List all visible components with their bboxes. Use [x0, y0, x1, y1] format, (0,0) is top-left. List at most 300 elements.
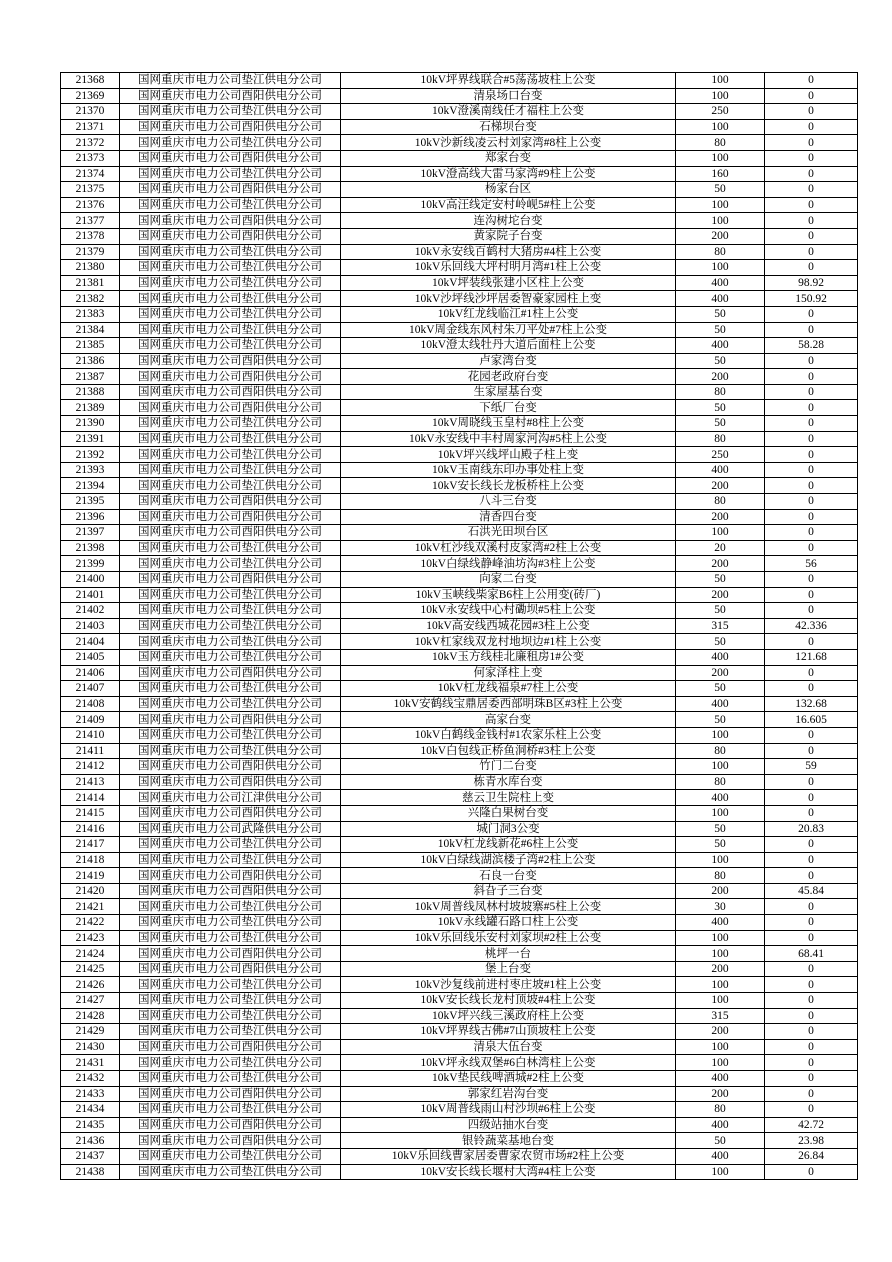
row-id: 21409 [61, 712, 120, 728]
row-org: 国网重庆市电力公司垫江供电分公司 [120, 244, 341, 260]
row-name: 10kV坪装线张建小区柱上公变 [341, 275, 676, 291]
row-org: 国网重庆市电力公司垫江供电分公司 [120, 743, 341, 759]
row-org: 国网重庆市电力公司酉阳供电分公司 [120, 805, 341, 821]
table-row [61, 759, 858, 775]
row-id: 21422 [61, 915, 120, 931]
row-id: 21396 [61, 509, 120, 525]
table-row [61, 462, 858, 478]
row-capacity: 80 [676, 431, 765, 447]
row-name: 连沟树坨台变 [341, 213, 676, 229]
row-name: 花园老政府台变 [341, 369, 676, 385]
row-value: 0 [765, 977, 858, 993]
row-value: 0 [765, 790, 858, 806]
row-name: 10kV周普线雨山村沙坝#6柱上公变 [341, 1102, 676, 1118]
row-capacity: 250 [676, 447, 765, 463]
table-row [61, 1102, 858, 1118]
row-org: 国网重庆市电力公司垫江供电分公司 [120, 478, 341, 494]
row-capacity: 100 [676, 260, 765, 276]
row-name: 堡上台变 [341, 961, 676, 977]
row-name: 黄家院子台变 [341, 228, 676, 244]
table-row [61, 213, 858, 229]
table-row [61, 603, 858, 619]
row-value: 0 [765, 727, 858, 743]
row-id: 21432 [61, 1071, 120, 1087]
row-capacity: 100 [676, 88, 765, 104]
row-id: 21427 [61, 993, 120, 1009]
row-name: 四级站抽水台变 [341, 1117, 676, 1133]
row-capacity: 200 [676, 478, 765, 494]
row-capacity: 400 [676, 1148, 765, 1164]
row-org: 国网重庆市电力公司垫江供电分公司 [120, 727, 341, 743]
row-name: 10kV白鹤线金钱村#1农家乐柱上公变 [341, 727, 676, 743]
row-value: 0 [765, 961, 858, 977]
row-org: 国网重庆市电力公司垫江供电分公司 [120, 1148, 341, 1164]
row-name: 10kV永安线中心村磡坝#5柱上公变 [341, 603, 676, 619]
table-row [61, 244, 858, 260]
row-capacity: 315 [676, 618, 765, 634]
row-org: 国网重庆市电力公司垫江供电分公司 [120, 649, 341, 665]
row-org: 国网重庆市电力公司垫江供电分公司 [120, 1071, 341, 1087]
row-capacity: 160 [676, 166, 765, 182]
table-row [61, 135, 858, 151]
row-org: 国网重庆市电力公司酉阳供电分公司 [120, 228, 341, 244]
row-value: 0 [765, 774, 858, 790]
table-row [61, 852, 858, 868]
row-capacity: 50 [676, 400, 765, 416]
row-value: 0 [765, 416, 858, 432]
table-row [61, 790, 858, 806]
row-capacity: 100 [676, 805, 765, 821]
row-id: 21390 [61, 416, 120, 432]
row-value: 56 [765, 556, 858, 572]
table-row [61, 1086, 858, 1102]
row-id: 21397 [61, 525, 120, 541]
row-id: 21378 [61, 228, 120, 244]
table-row [61, 478, 858, 494]
table-row [61, 1039, 858, 1055]
table-row [61, 649, 858, 665]
row-org: 国网重庆市电力公司酉阳供电分公司 [120, 384, 341, 400]
row-name: 10kV沙坪线沙坪居委智豪家园柱上变 [341, 291, 676, 307]
row-value: 0 [765, 915, 858, 931]
table-row [61, 587, 858, 603]
row-name: 城门洞3公变 [341, 821, 676, 837]
row-name: 石梯坝台变 [341, 119, 676, 135]
row-value: 0 [765, 1086, 858, 1102]
row-value: 0 [765, 400, 858, 416]
row-id: 21372 [61, 135, 120, 151]
row-id: 21434 [61, 1102, 120, 1118]
row-org: 国网重庆市电力公司酉阳供电分公司 [120, 119, 341, 135]
row-org: 国网重庆市电力公司酉阳供电分公司 [120, 961, 341, 977]
table-row [61, 572, 858, 588]
table-row [61, 119, 858, 135]
row-org: 国网重庆市电力公司垫江供电分公司 [120, 166, 341, 182]
row-value: 0 [765, 540, 858, 556]
row-org: 国网重庆市电力公司酉阳供电分公司 [120, 774, 341, 790]
row-capacity: 400 [676, 915, 765, 931]
row-name: 10kV玉方线桂北廉租房1#公变 [341, 649, 676, 665]
row-org: 国网重庆市电力公司酉阳供电分公司 [120, 665, 341, 681]
row-id: 21420 [61, 883, 120, 899]
row-id: 21377 [61, 213, 120, 229]
row-value: 26.84 [765, 1148, 858, 1164]
row-name: 10kV沙复线前进村枣庄坡#1柱上公变 [341, 977, 676, 993]
table-row [61, 369, 858, 385]
row-org: 国网重庆市电力公司垫江供电分公司 [120, 837, 341, 853]
row-value: 0 [765, 353, 858, 369]
row-name: 清泉场口台变 [341, 88, 676, 104]
row-id: 21382 [61, 291, 120, 307]
row-name: 卢家湾台变 [341, 353, 676, 369]
row-value: 0 [765, 260, 858, 276]
row-name: 10kV玉峡线柴家B6柱上公用变(砖厂) [341, 587, 676, 603]
row-name: 10kV周金线东风村朱刀平处#7柱上公变 [341, 322, 676, 338]
row-capacity: 100 [676, 946, 765, 962]
table-row [61, 1148, 858, 1164]
row-capacity: 400 [676, 462, 765, 478]
table-row [61, 228, 858, 244]
row-capacity: 100 [676, 930, 765, 946]
row-value: 0 [765, 213, 858, 229]
table-row [61, 665, 858, 681]
row-capacity: 400 [676, 1071, 765, 1087]
table-row [61, 384, 858, 400]
row-id: 21388 [61, 384, 120, 400]
row-capacity: 80 [676, 384, 765, 400]
row-org: 国网重庆市电力公司垫江供电分公司 [120, 322, 341, 338]
row-name: 10kV坪永线双堡#6白林湾柱上公变 [341, 1055, 676, 1071]
row-org: 国网重庆市电力公司酉阳供电分公司 [120, 1117, 341, 1133]
row-org: 国网重庆市电力公司酉阳供电分公司 [120, 213, 341, 229]
row-capacity: 400 [676, 790, 765, 806]
row-value: 68.41 [765, 946, 858, 962]
table-row [61, 494, 858, 510]
row-name: 10kV杠家线双龙村地坝边#1柱上公变 [341, 634, 676, 650]
row-org: 国网重庆市电力公司垫江供电分公司 [120, 260, 341, 276]
row-name: 10kV永安线百鹤村大猪房#4柱上公变 [341, 244, 676, 260]
row-id: 21369 [61, 88, 120, 104]
row-org: 国网重庆市电力公司垫江供电分公司 [120, 431, 341, 447]
row-name: 10kV周晓线玉皇村#8柱上公变 [341, 416, 676, 432]
row-name: 10kV白包线正桥鱼洞桥#3柱上公变 [341, 743, 676, 759]
row-id: 21429 [61, 1024, 120, 1040]
row-value: 0 [765, 852, 858, 868]
row-name: 竹门二台变 [341, 759, 676, 775]
row-id: 21383 [61, 306, 120, 322]
row-name: 10kV永线罐石路口柱上公变 [341, 915, 676, 931]
row-org: 国网重庆市电力公司酉阳供电分公司 [120, 868, 341, 884]
row-value: 0 [765, 1055, 858, 1071]
table-row [61, 712, 858, 728]
row-name: 何家泽柱上变 [341, 665, 676, 681]
table-row [61, 743, 858, 759]
row-value: 0 [765, 587, 858, 603]
row-id: 21398 [61, 540, 120, 556]
row-id: 21374 [61, 166, 120, 182]
row-value: 0 [765, 681, 858, 697]
table-row [61, 353, 858, 369]
table-row [61, 930, 858, 946]
row-name: 10kV乐回线乐安村刘家坝#2柱上公变 [341, 930, 676, 946]
row-value: 0 [765, 135, 858, 151]
row-org: 国网重庆市电力公司酉阳供电分公司 [120, 509, 341, 525]
row-capacity: 50 [676, 322, 765, 338]
table-row [61, 837, 858, 853]
row-org: 国网重庆市电力公司垫江供电分公司 [120, 977, 341, 993]
table-row [61, 1024, 858, 1040]
row-org: 国网重庆市电力公司垫江供电分公司 [120, 556, 341, 572]
row-id: 21404 [61, 634, 120, 650]
row-name: 石洪光田坝台区 [341, 525, 676, 541]
row-org: 国网重庆市电力公司武隆供电分公司 [120, 821, 341, 837]
row-capacity: 100 [676, 73, 765, 89]
table-row [61, 197, 858, 213]
row-org: 国网重庆市电力公司酉阳供电分公司 [120, 883, 341, 899]
row-name: 10kV安长线长堰村大湾#4柱上公变 [341, 1164, 676, 1180]
table-row [61, 774, 858, 790]
row-id: 21380 [61, 260, 120, 276]
row-id: 21417 [61, 837, 120, 853]
row-capacity: 50 [676, 837, 765, 853]
row-capacity: 100 [676, 1055, 765, 1071]
table-row [61, 696, 858, 712]
row-value: 0 [765, 228, 858, 244]
row-value: 0 [765, 478, 858, 494]
table-row [61, 961, 858, 977]
row-name: 10kV坪兴线三溪政府柱上公变 [341, 1008, 676, 1024]
row-name: 10kV澄太线牡丹大道后面柱上公变 [341, 338, 676, 354]
row-id: 21436 [61, 1133, 120, 1149]
row-id: 21401 [61, 587, 120, 603]
row-capacity: 30 [676, 899, 765, 915]
row-capacity: 80 [676, 1102, 765, 1118]
row-id: 21412 [61, 759, 120, 775]
row-id: 21405 [61, 649, 120, 665]
table-row [61, 291, 858, 307]
row-value: 0 [765, 572, 858, 588]
table-row [61, 977, 858, 993]
row-capacity: 50 [676, 306, 765, 322]
row-org: 国网重庆市电力公司酉阳供电分公司 [120, 1039, 341, 1055]
row-org: 国网重庆市电力公司垫江供电分公司 [120, 899, 341, 915]
row-name: 桃坪一台 [341, 946, 676, 962]
row-value: 0 [765, 509, 858, 525]
row-capacity: 100 [676, 213, 765, 229]
row-value: 0 [765, 431, 858, 447]
row-org: 国网重庆市电力公司垫江供电分公司 [120, 634, 341, 650]
row-name: 10kV安长线长龙村顶坡#4柱上公变 [341, 993, 676, 1009]
row-id: 21419 [61, 868, 120, 884]
row-capacity: 50 [676, 572, 765, 588]
table-row [61, 805, 858, 821]
table-row [61, 681, 858, 697]
row-id: 21373 [61, 150, 120, 166]
row-org: 国网重庆市电力公司江津供电分公司 [120, 790, 341, 806]
row-name: 10kV坪兴线坪山殿子柱上变 [341, 447, 676, 463]
row-org: 国网重庆市电力公司酉阳供电分公司 [120, 369, 341, 385]
table-row [61, 1164, 858, 1180]
row-id: 21437 [61, 1148, 120, 1164]
row-org: 国网重庆市电力公司垫江供电分公司 [120, 306, 341, 322]
row-capacity: 100 [676, 852, 765, 868]
row-value: 0 [765, 868, 858, 884]
row-org: 国网重庆市电力公司垫江供电分公司 [120, 618, 341, 634]
table-row [61, 166, 858, 182]
row-name: 清泉大伍台变 [341, 1039, 676, 1055]
row-name: 10kV坪界线古佛#7山顶坡柱上公变 [341, 1024, 676, 1040]
row-id: 21384 [61, 322, 120, 338]
row-org: 国网重庆市电力公司垫江供电分公司 [120, 73, 341, 89]
row-capacity: 250 [676, 104, 765, 120]
table-row [61, 400, 858, 416]
table-row [61, 1133, 858, 1149]
table-row [61, 727, 858, 743]
row-capacity: 315 [676, 1008, 765, 1024]
table-row [61, 509, 858, 525]
row-id: 21426 [61, 977, 120, 993]
row-capacity: 100 [676, 1039, 765, 1055]
row-org: 国网重庆市电力公司垫江供电分公司 [120, 135, 341, 151]
row-org: 国网重庆市电力公司垫江供电分公司 [120, 1164, 341, 1180]
table-row [61, 618, 858, 634]
row-name: 10kV玉南线东印办事处柱上变 [341, 462, 676, 478]
row-id: 21391 [61, 431, 120, 447]
row-org: 国网重庆市电力公司垫江供电分公司 [120, 1008, 341, 1024]
row-name: 清香四台变 [341, 509, 676, 525]
row-value: 0 [765, 104, 858, 120]
row-id: 21411 [61, 743, 120, 759]
row-id: 21399 [61, 556, 120, 572]
row-name: 郑家台变 [341, 150, 676, 166]
row-name: 10kV高安线西城花园#3柱上公变 [341, 618, 676, 634]
row-id: 21385 [61, 338, 120, 354]
table-row [61, 540, 858, 556]
row-org: 国网重庆市电力公司垫江供电分公司 [120, 275, 341, 291]
row-org: 国网重庆市电力公司酉阳供电分公司 [120, 400, 341, 416]
row-id: 21438 [61, 1164, 120, 1180]
table-row [61, 260, 858, 276]
row-id: 21407 [61, 681, 120, 697]
row-name: 10kV安鹤线宝鼎居委西部明珠B区#3柱上公变 [341, 696, 676, 712]
row-name: 10kV垫民线啤酒城#2柱上公变 [341, 1071, 676, 1087]
row-id: 21410 [61, 727, 120, 743]
row-value: 16.605 [765, 712, 858, 728]
row-capacity: 100 [676, 977, 765, 993]
row-org: 国网重庆市电力公司垫江供电分公司 [120, 603, 341, 619]
table-body [61, 73, 858, 1180]
row-name: 向家二台变 [341, 572, 676, 588]
row-capacity: 200 [676, 369, 765, 385]
row-value: 0 [765, 197, 858, 213]
row-id: 21392 [61, 447, 120, 463]
row-capacity: 400 [676, 338, 765, 354]
row-id: 21379 [61, 244, 120, 260]
row-value: 0 [765, 182, 858, 198]
table-row [61, 104, 858, 120]
row-value: 42.336 [765, 618, 858, 634]
row-id: 21386 [61, 353, 120, 369]
row-capacity: 200 [676, 228, 765, 244]
row-id: 21433 [61, 1086, 120, 1102]
row-name: 10kV杠沙线双溪村皮家湾#2柱上公变 [341, 540, 676, 556]
row-org: 国网重庆市电力公司垫江供电分公司 [120, 104, 341, 120]
row-id: 21423 [61, 930, 120, 946]
row-capacity: 400 [676, 291, 765, 307]
row-id: 21381 [61, 275, 120, 291]
row-value: 0 [765, 384, 858, 400]
row-org: 国网重庆市电力公司垫江供电分公司 [120, 291, 341, 307]
row-capacity: 400 [676, 275, 765, 291]
row-value: 58.28 [765, 338, 858, 354]
row-value: 0 [765, 743, 858, 759]
row-capacity: 50 [676, 1133, 765, 1149]
row-capacity: 100 [676, 197, 765, 213]
row-capacity: 50 [676, 353, 765, 369]
row-capacity: 50 [676, 634, 765, 650]
row-value: 0 [765, 1039, 858, 1055]
row-name: 10kV杠龙线福泉#7柱上公变 [341, 681, 676, 697]
row-name: 10kV乐回线曹家居委曹家农贸市场#2柱上公变 [341, 1148, 676, 1164]
table-row [61, 1008, 858, 1024]
row-capacity: 200 [676, 587, 765, 603]
row-value: 0 [765, 150, 858, 166]
row-id: 21408 [61, 696, 120, 712]
row-id: 21368 [61, 73, 120, 89]
row-id: 21395 [61, 494, 120, 510]
row-org: 国网重庆市电力公司垫江供电分公司 [120, 540, 341, 556]
row-capacity: 200 [676, 556, 765, 572]
row-id: 21413 [61, 774, 120, 790]
row-capacity: 100 [676, 759, 765, 775]
row-name: 10kV沙新线凌云村刘家湾#8柱上公变 [341, 135, 676, 151]
row-value: 0 [765, 244, 858, 260]
row-org: 国网重庆市电力公司垫江供电分公司 [120, 993, 341, 1009]
row-id: 21418 [61, 852, 120, 868]
row-id: 21424 [61, 946, 120, 962]
row-name: 10kV澄高线大雷马家湾#9柱上公变 [341, 166, 676, 182]
table-row [61, 868, 858, 884]
row-id: 21435 [61, 1117, 120, 1133]
row-id: 21371 [61, 119, 120, 135]
row-org: 国网重庆市电力公司酉阳供电分公司 [120, 946, 341, 962]
row-org: 国网重庆市电力公司垫江供电分公司 [120, 197, 341, 213]
row-value: 20.83 [765, 821, 858, 837]
row-value: 0 [765, 1102, 858, 1118]
row-org: 国网重庆市电力公司垫江供电分公司 [120, 338, 341, 354]
row-capacity: 80 [676, 743, 765, 759]
table-row [61, 88, 858, 104]
row-org: 国网重庆市电力公司垫江供电分公司 [120, 416, 341, 432]
table-row [61, 431, 858, 447]
row-value: 0 [765, 993, 858, 1009]
row-name: 10kV永安线中丰村周家河沟#5柱上公变 [341, 431, 676, 447]
row-id: 21403 [61, 618, 120, 634]
row-value: 0 [765, 665, 858, 681]
row-name: 10kV白绿线湖滨楼子湾#2柱上公变 [341, 852, 676, 868]
row-id: 21394 [61, 478, 120, 494]
row-org: 国网重庆市电力公司酉阳供电分公司 [120, 759, 341, 775]
row-capacity: 100 [676, 150, 765, 166]
row-org: 国网重庆市电力公司垫江供电分公司 [120, 696, 341, 712]
row-capacity: 100 [676, 1164, 765, 1180]
row-org: 国网重庆市电力公司垫江供电分公司 [120, 681, 341, 697]
row-capacity: 200 [676, 1086, 765, 1102]
row-value: 0 [765, 525, 858, 541]
table-row [61, 556, 858, 572]
row-id: 21402 [61, 603, 120, 619]
row-capacity: 50 [676, 712, 765, 728]
